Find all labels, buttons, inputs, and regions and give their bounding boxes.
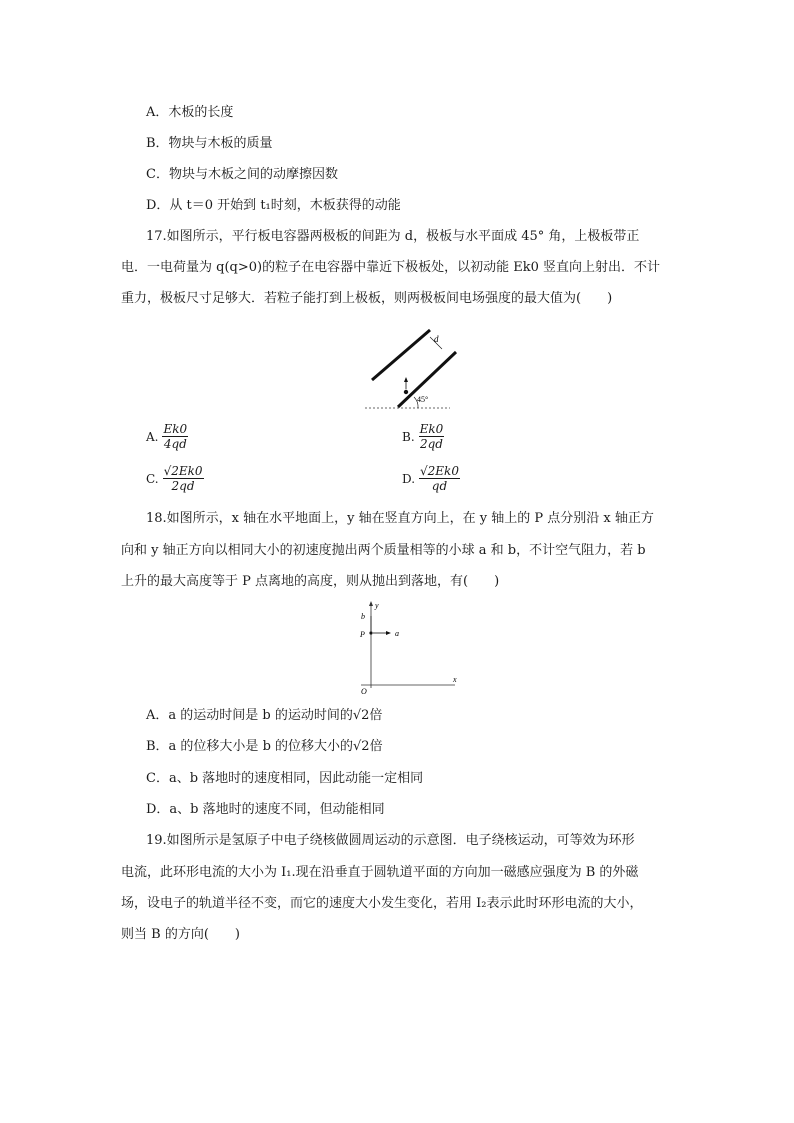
q17-choice-c [146,464,204,493]
choice-numerator: Ek0 [419,422,444,436]
q16-option-a: A．木板的长度 [146,105,234,120]
q17-capacitor-figure [360,325,470,415]
q18-stem-line-2: 向和 y 轴正方向以相同大小的初速度抛出两个质量相等的小球 a 和 b，不计空气阻力，若 b [121,543,646,558]
q18-axes-figure [355,598,465,696]
q18-option-b: B．a 的位移大小是 b 的位移大小的√2倍 [146,739,383,754]
q17-stem-line-1: 17.如图所示，平行板电容器两极板的间距为 d，极板与水平面成 45° 角，上极板带正 [146,229,640,244]
choice-numerator: Ek0 [163,422,188,436]
choice-label: A. [146,429,159,444]
choice-label: D. [402,471,416,486]
q18-stem-line-1: 18.如图所示，x 轴在水平地面上，y 轴在竖直方向上，在 y 轴上的 P 点分别沿 x 轴正方 [146,511,654,526]
particle [404,390,408,394]
q18-option-c: C．a、b 落地时的速度相同，因此动能一定相同 [146,771,424,786]
q19-stem-line-4: 则当 B 的方向( ) [121,927,240,942]
q17-choice-d [402,464,460,493]
choice-denominator: 2qd [419,437,443,451]
choice-numerator: √2Ek0 [163,464,203,478]
q18-stem-line-3: 上升的最大高度等于 P 点离地的高度，则从抛出到落地，有( ) [121,574,500,589]
choice-denominator: 4qd [163,437,187,451]
q16-option-b: B．物块与木板的质量 [146,136,273,151]
label-x: x [453,675,457,684]
y-axis-arrowhead [369,601,373,606]
q18-option-d: D．a、b 落地时的速度不同，但动能相同 [146,802,385,817]
q17-stem-line-2: 电．一电荷量为 q(q>0)的粒子在电容器中靠近下极板处，以初动能 Ek0 竖直向上射出．不计 [121,260,660,275]
q17-stem-line-3: 重力，极板尺寸足够大．若粒子能打到上极板，则两极板间电场强度的最大值为( ) [121,291,613,306]
a-arrowhead [386,631,391,635]
choice-label: C. [146,471,159,486]
point-P [369,631,372,634]
q16-option-d: D．从 t＝0 开始到 t₁时刻，木板获得的动能 [146,198,401,213]
label-b: b [361,612,365,621]
q17-choice-a [146,422,188,451]
label-O: O [361,687,367,696]
choice-label: B. [402,429,415,444]
q19-stem-line-1: 19.如图所示是氢原子中电子绕核做圆周运动的示意图．电子绕核运动，可等效为环形 [146,833,635,848]
label-y: y [375,601,379,610]
choice-denominator: qd [431,479,448,493]
q19-stem-line-3: 场，设电子的轨道半径不变，而它的速度大小发生变化，若用 I₂表示此时环形电流的大小， [121,896,643,911]
choice-numerator: √2Ek0 [420,464,459,478]
label-d: d [434,334,439,344]
label-a: a [395,629,399,638]
q18-option-a: A．a 的运动时间是 b 的运动时间的√2倍 [146,708,383,723]
q19-stem-line-2: 电流，此环形电流的大小为 I₁.现在沿垂直于圆轨道平面的方向加一磁感应强度为 B 的外磁 [121,865,639,880]
velocity-arrowhead [404,377,408,382]
q16-option-c: C．物块与木板之间的动摩擦因数 [146,167,338,182]
label-angle: 45° [417,395,429,404]
choice-denominator: 2qd [171,479,195,493]
q17-choice-b [402,422,444,451]
upper-plate [372,330,430,380]
label-P: P [360,630,365,639]
